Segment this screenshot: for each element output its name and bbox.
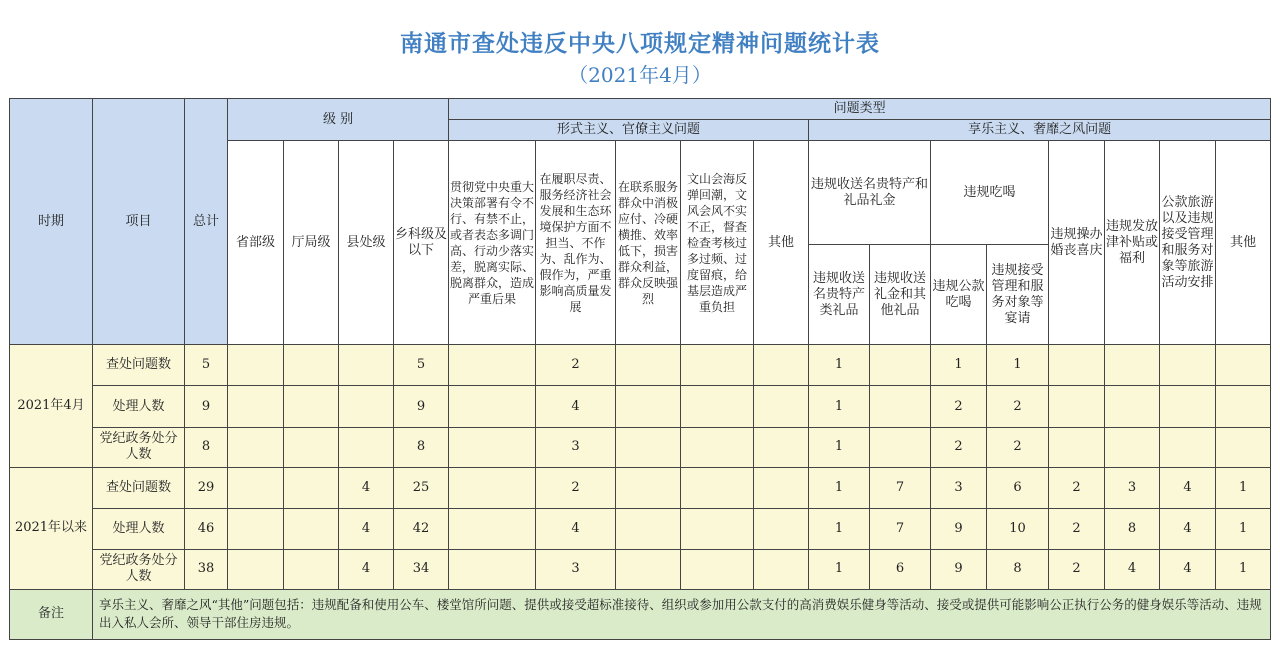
note-row xyxy=(10,589,1271,639)
table-cell: 2 xyxy=(536,467,616,508)
header-period: 时期 xyxy=(10,99,93,345)
table-cell xyxy=(616,345,681,386)
table-cell xyxy=(1105,427,1160,467)
table-cell: 1 xyxy=(931,345,987,386)
table-cell xyxy=(754,549,809,589)
table-cell: 6 xyxy=(870,549,931,589)
table-row xyxy=(10,549,1271,589)
header-gift-a: 违规收送名贵特产类礼品 xyxy=(809,245,870,345)
table-cell xyxy=(1216,427,1271,467)
table-cell: 2 xyxy=(931,386,987,427)
period-label: 2021年以来 xyxy=(10,467,93,589)
table-cell xyxy=(228,467,284,508)
table-cell: 2 xyxy=(536,345,616,386)
table-cell: 3 xyxy=(1105,467,1160,508)
table-cell xyxy=(681,549,754,589)
table-cell: 2 xyxy=(1049,508,1105,549)
table-cell xyxy=(1216,386,1271,427)
table-cell xyxy=(681,427,754,467)
table-cell: 7 xyxy=(870,467,931,508)
table-cell xyxy=(449,549,536,589)
table-cell: 1 xyxy=(1216,508,1271,549)
table-cell xyxy=(339,427,394,467)
table-cell: 10 xyxy=(987,508,1049,549)
row-item-label: 处理人数 xyxy=(93,386,185,427)
header-hedonism-other: 其他 xyxy=(1216,141,1271,345)
table-cell: 4 xyxy=(339,549,394,589)
table-cell xyxy=(228,345,284,386)
table-cell: 4 xyxy=(339,508,394,549)
table-cell xyxy=(1049,386,1105,427)
table-cell xyxy=(1105,386,1160,427)
table-cell: 4 xyxy=(536,386,616,427)
table-cell: 1 xyxy=(809,345,870,386)
table-cell: 1 xyxy=(809,508,870,549)
table-cell xyxy=(754,427,809,467)
table-cell xyxy=(1049,427,1105,467)
table-cell xyxy=(616,467,681,508)
table-cell: 8 xyxy=(1105,508,1160,549)
table-cell: 5 xyxy=(185,345,228,386)
table-cell: 7 xyxy=(870,508,931,549)
header-subsidy: 违规发放津补贴或福利 xyxy=(1105,141,1160,345)
table-cell: 38 xyxy=(185,549,228,589)
table-row xyxy=(10,467,1271,508)
header-hedonism: 享乐主义、奢靡之风问题 xyxy=(809,120,1271,141)
table-row xyxy=(10,427,1271,467)
table-cell: 8 xyxy=(394,427,449,467)
table-cell xyxy=(1105,345,1160,386)
table-cell: 2 xyxy=(987,427,1049,467)
table-cell: 1 xyxy=(1216,549,1271,589)
table-cell xyxy=(339,386,394,427)
table-cell xyxy=(754,345,809,386)
header-formalism-1: 贯彻党中央重大决策部署有令不行、有禁不止，或者表态多调门高、行动少落实差，脱离实际、脱离群众，造成严重后果 xyxy=(449,141,536,345)
table-cell xyxy=(449,345,536,386)
header-dining-a: 违规公款吃喝 xyxy=(931,245,987,345)
table-cell xyxy=(449,508,536,549)
table-cell: 46 xyxy=(185,508,228,549)
table-cell xyxy=(284,508,339,549)
header-formalism-3: 在联系服务群众中消极应付、冷硬横推、效率低下，损害群众利益，群众反映强烈 xyxy=(616,141,681,345)
table-cell xyxy=(616,508,681,549)
header-formalism-other: 其他 xyxy=(754,141,809,345)
header-provincial: 省部级 xyxy=(228,141,284,345)
table-cell xyxy=(284,427,339,467)
table-cell: 4 xyxy=(1160,467,1216,508)
table-cell xyxy=(870,345,931,386)
table-cell: 3 xyxy=(536,549,616,589)
table-cell: 1 xyxy=(809,467,870,508)
header-dining: 违规吃喝 xyxy=(931,141,1049,245)
header-item: 项目 xyxy=(93,99,185,345)
table-cell: 9 xyxy=(185,386,228,427)
table-cell xyxy=(449,427,536,467)
table-cell: 34 xyxy=(394,549,449,589)
table-cell xyxy=(616,386,681,427)
header-bureau: 厅局级 xyxy=(284,141,339,345)
table-cell xyxy=(754,386,809,427)
period-label: 2021年4月 xyxy=(10,345,93,467)
table-cell: 5 xyxy=(394,345,449,386)
statistics-table xyxy=(9,98,1271,640)
table-cell: 1 xyxy=(1216,467,1271,508)
table-cell xyxy=(1216,345,1271,386)
table-cell xyxy=(616,549,681,589)
table-cell xyxy=(228,386,284,427)
table-cell: 4 xyxy=(339,467,394,508)
page-subtitle: （2021年4月） xyxy=(568,63,712,87)
header-level: 级 别 xyxy=(228,99,449,141)
table-cell xyxy=(228,508,284,549)
table-cell xyxy=(1160,386,1216,427)
table-cell xyxy=(870,386,931,427)
table-cell: 1 xyxy=(809,427,870,467)
table-cell xyxy=(339,345,394,386)
table-cell: 2 xyxy=(987,386,1049,427)
table-cell xyxy=(681,508,754,549)
header-formalism-4: 文山会海反弹回潮，文风会风不实不正，督查检查考核过多过频、过度留痕，给基层造成严重负担 xyxy=(681,141,754,345)
table-cell: 9 xyxy=(931,549,987,589)
header-formalism: 形式主义、官僚主义问题 xyxy=(449,120,809,141)
header-wedding: 违规操办婚丧喜庆 xyxy=(1049,141,1105,345)
table-cell: 1 xyxy=(987,345,1049,386)
table-cell xyxy=(284,345,339,386)
note-text: 享乐主义、奢靡之风“其他”问题包括：违规配备和使用公车、楼堂馆所问题、提供或接受超标准接待、组织或参加用公款支付的高消费娱乐健身等活动、接受或提供可能影响公正执行公务的健身娱乐等活动、违规出入私人会所、领导干部住房违规。 xyxy=(93,589,1271,639)
table-cell: 3 xyxy=(536,427,616,467)
header-travel: 公款旅游以及违规接受管理和服务对象等旅游活动安排 xyxy=(1160,141,1216,345)
table-cell: 9 xyxy=(931,508,987,549)
header-formalism-2: 在履职尽责、服务经济社会发展和生态环境保护方面不担当、不作为、乱作为、假作为，严重影响高质量发展 xyxy=(536,141,616,345)
table-cell xyxy=(228,549,284,589)
table-cell xyxy=(1160,427,1216,467)
table-cell: 9 xyxy=(394,386,449,427)
row-item-label: 党纪政务处分人数 xyxy=(93,549,185,589)
table-cell: 6 xyxy=(987,467,1049,508)
table-cell: 4 xyxy=(1160,508,1216,549)
table-cell xyxy=(228,427,284,467)
table-cell xyxy=(754,508,809,549)
table-cell xyxy=(754,467,809,508)
table-row xyxy=(10,508,1271,549)
table-cell xyxy=(284,467,339,508)
row-item-label: 查处问题数 xyxy=(93,467,185,508)
table-cell: 2 xyxy=(931,427,987,467)
table-cell: 4 xyxy=(1160,549,1216,589)
header-township: 乡科级及以下 xyxy=(394,141,449,345)
table-cell: 4 xyxy=(1105,549,1160,589)
note-label: 备注 xyxy=(10,589,93,639)
table-cell: 2 xyxy=(1049,549,1105,589)
header-dining-b: 违规接受管理和服务对象等宴请 xyxy=(987,245,1049,345)
row-item-label: 处理人数 xyxy=(93,508,185,549)
table-cell: 1 xyxy=(809,549,870,589)
table-cell xyxy=(284,549,339,589)
table-cell xyxy=(616,427,681,467)
table-row xyxy=(10,345,1271,386)
table-cell: 29 xyxy=(185,467,228,508)
header-county: 县处级 xyxy=(339,141,394,345)
table-cell xyxy=(681,386,754,427)
table-cell xyxy=(449,386,536,427)
table-cell: 8 xyxy=(987,549,1049,589)
table-cell: 42 xyxy=(394,508,449,549)
header-problem-type: 问题类型 xyxy=(449,99,1271,120)
row-item-label: 查处问题数 xyxy=(93,345,185,386)
header-gift: 违规收送名贵特产和礼品礼金 xyxy=(809,141,931,245)
header-gift-b: 违规收送礼金和其他礼品 xyxy=(870,245,931,345)
table-cell: 4 xyxy=(536,508,616,549)
table-cell: 3 xyxy=(931,467,987,508)
table-cell xyxy=(1160,345,1216,386)
header-total: 总计 xyxy=(185,99,228,345)
table-cell xyxy=(449,467,536,508)
table-cell: 8 xyxy=(185,427,228,467)
page-title: 南通市查处违反中央八项规定精神问题统计表 xyxy=(400,30,880,57)
table-cell: 1 xyxy=(809,386,870,427)
row-item-label: 党纪政务处分人数 xyxy=(93,427,185,467)
table-cell: 2 xyxy=(1049,467,1105,508)
table-cell: 25 xyxy=(394,467,449,508)
table-cell xyxy=(1049,345,1105,386)
table-cell xyxy=(870,427,931,467)
table-cell xyxy=(681,467,754,508)
table-row xyxy=(10,386,1271,427)
table-cell xyxy=(284,386,339,427)
table-cell xyxy=(681,345,754,386)
